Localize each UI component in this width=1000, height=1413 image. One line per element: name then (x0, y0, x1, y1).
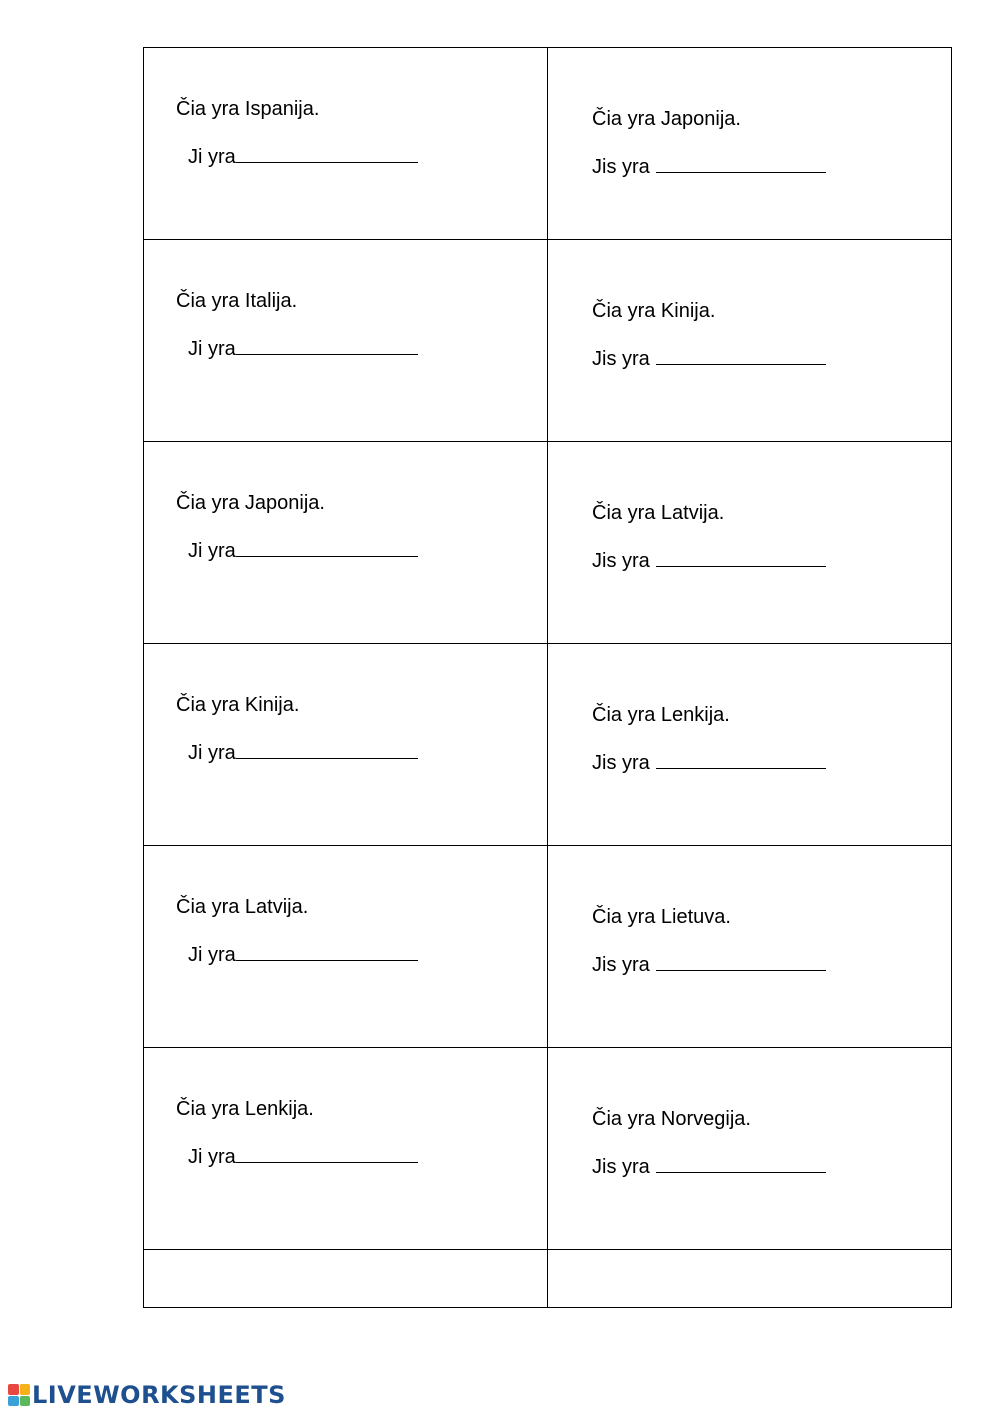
question-text: Čia yra Japonija. (592, 108, 741, 130)
card-cell (144, 1048, 548, 1250)
answer-prompt: Jis yra (592, 348, 650, 370)
card-cell (144, 846, 548, 1048)
question-text: Čia yra Japonija. (176, 492, 325, 514)
card-cell (548, 442, 952, 644)
table-row (144, 1048, 952, 1250)
card-cell (548, 644, 952, 846)
answer-prompt: Jis yra (592, 550, 650, 572)
answer-blank[interactable] (656, 549, 826, 567)
question-text: Čia yra Norvegija. (592, 1108, 751, 1130)
answer-line (188, 1145, 418, 1169)
question-text: Čia yra Kinija. (176, 694, 300, 716)
question-text: Čia yra Lenkija. (176, 1098, 314, 1120)
answer-prompt: Jis yra (592, 1156, 650, 1178)
empty-cell (144, 1250, 548, 1308)
answer-prompt: Ji yra (188, 944, 236, 966)
card-cell (144, 442, 548, 644)
answer-line (592, 751, 826, 775)
question-text: Čia yra Latvija. (592, 502, 725, 524)
answer-blank[interactable] (656, 751, 826, 769)
card-cell (548, 1048, 952, 1250)
answer-blank[interactable] (236, 943, 418, 961)
answer-blank[interactable] (656, 347, 826, 365)
card-cell (144, 240, 548, 442)
answer-line (188, 539, 418, 563)
table-row (144, 48, 952, 240)
liveworksheets-brand (8, 1382, 286, 1408)
answer-line (592, 347, 826, 371)
brand-text: LIVEWORKSHEETS (32, 1381, 286, 1409)
card-cell (144, 48, 548, 240)
table-row (144, 442, 952, 644)
answer-prompt: Ji yra (188, 1146, 236, 1168)
answer-line (188, 741, 418, 765)
question-text: Čia yra Ispanija. (176, 98, 320, 120)
answer-blank[interactable] (236, 145, 418, 163)
answer-prompt: Jis yra (592, 156, 650, 178)
answer-prompt: Ji yra (188, 146, 236, 168)
answer-line (592, 1155, 826, 1179)
answer-prompt: Ji yra (188, 338, 236, 360)
answer-blank[interactable] (236, 741, 418, 759)
answer-blank[interactable] (656, 953, 826, 971)
answer-line (188, 337, 418, 361)
answer-prompt: Jis yra (592, 752, 650, 774)
answer-blank[interactable] (236, 337, 418, 355)
question-text: Čia yra Lietuva. (592, 906, 731, 928)
answer-blank[interactable] (236, 1145, 418, 1163)
answer-line (592, 953, 826, 977)
answer-blank[interactable] (656, 155, 826, 173)
answer-blank[interactable] (656, 1155, 826, 1173)
card-cell (548, 240, 952, 442)
worksheet-table (143, 47, 952, 1308)
answer-prompt: Ji yra (188, 742, 236, 764)
question-text: Čia yra Lenkija. (592, 704, 730, 726)
question-text: Čia yra Kinija. (592, 300, 716, 322)
question-text: Čia yra Latvija. (176, 896, 309, 918)
table-row-empty (144, 1250, 952, 1308)
card-cell (144, 644, 548, 846)
table-row (144, 846, 952, 1048)
question-text: Čia yra Italija. (176, 290, 298, 312)
answer-line (592, 155, 826, 179)
answer-blank[interactable] (236, 539, 418, 557)
answer-line (592, 549, 826, 573)
answer-prompt: Ji yra (188, 540, 236, 562)
answer-line (188, 145, 418, 169)
empty-cell (548, 1250, 952, 1308)
card-cell (548, 846, 952, 1048)
answer-prompt: Jis yra (592, 954, 650, 976)
card-cell (548, 48, 952, 240)
liveworksheets-logo-icon (8, 1384, 30, 1406)
table-row (144, 644, 952, 846)
answer-line (188, 943, 418, 967)
table-row (144, 240, 952, 442)
